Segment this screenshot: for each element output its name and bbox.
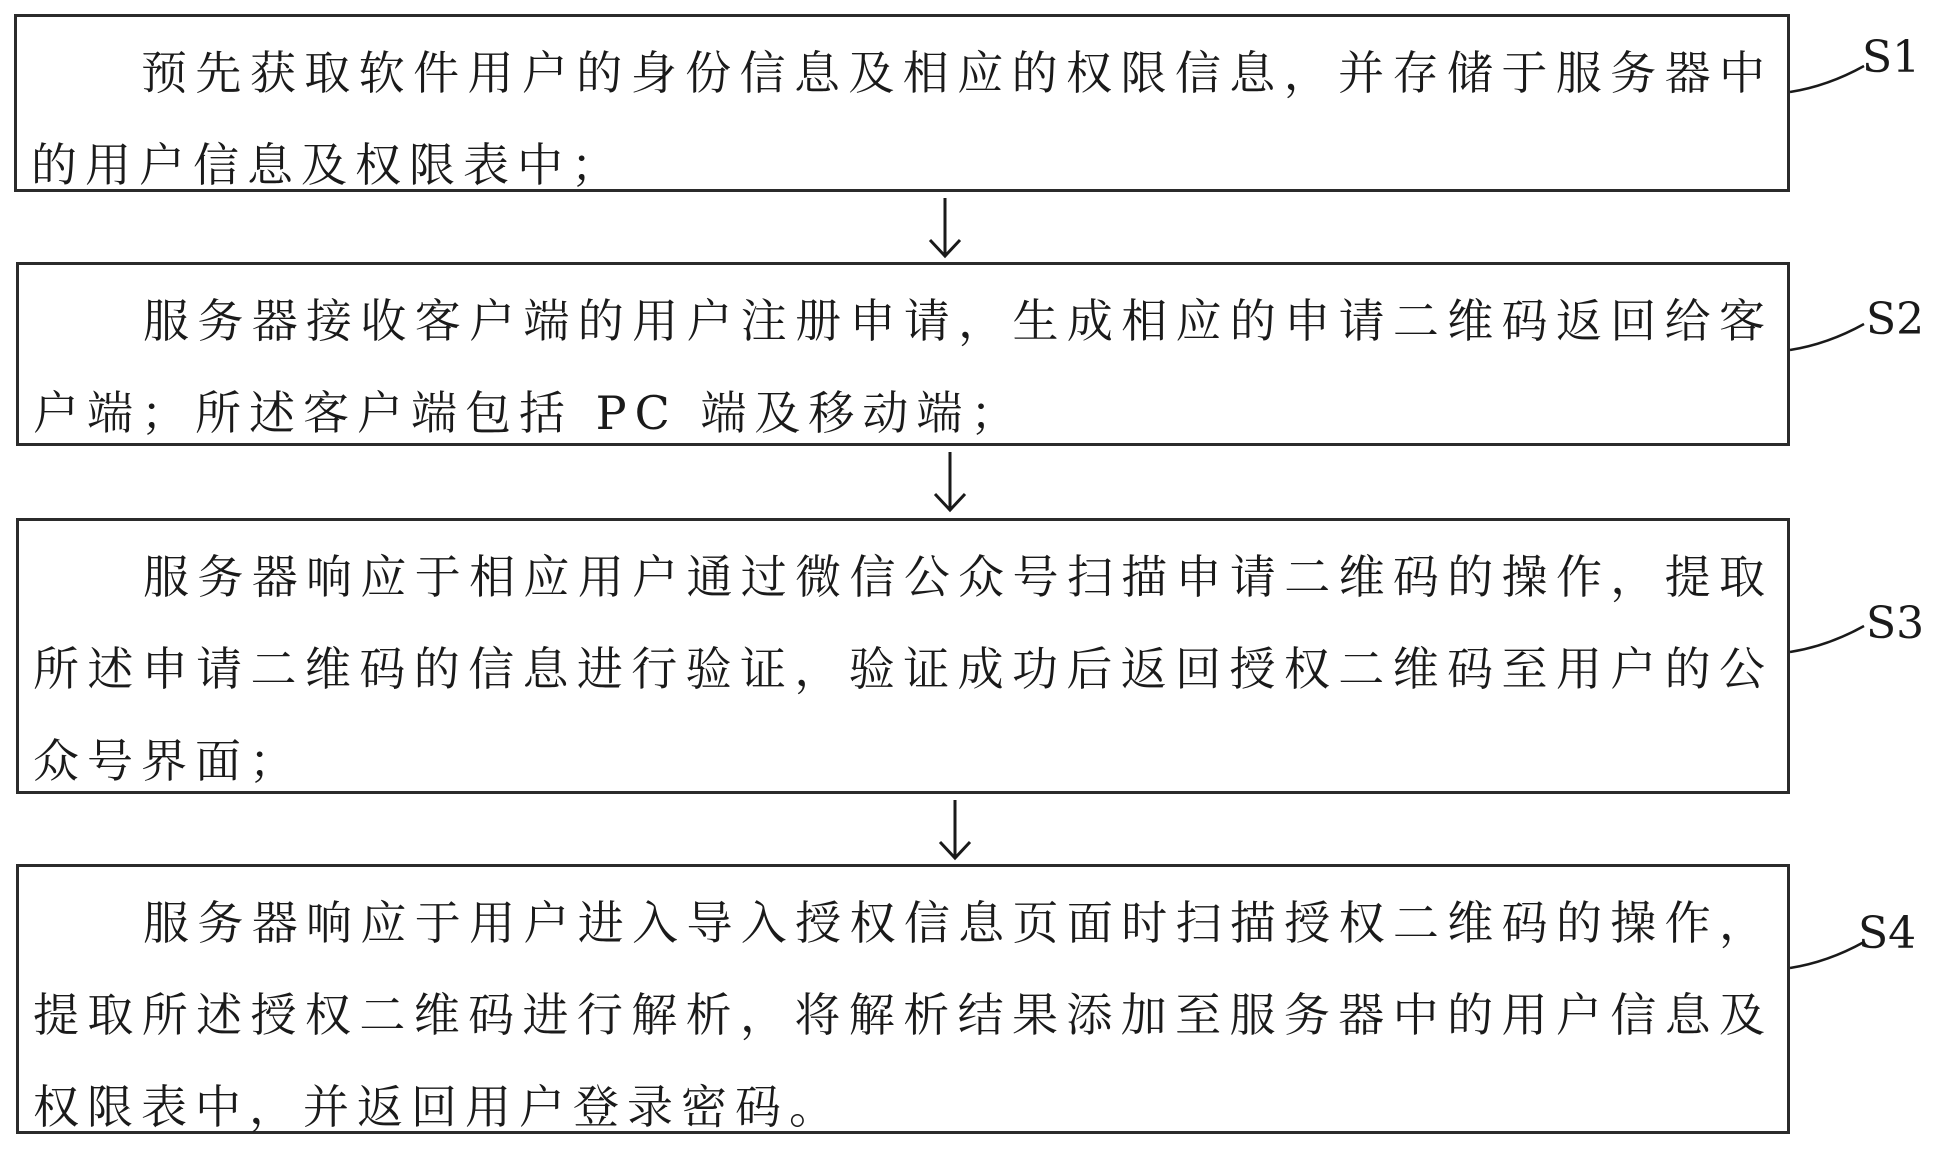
arrow-down-icon bbox=[925, 450, 975, 514]
step-label-s4: S4 bbox=[1858, 908, 1917, 959]
step-label-s3: S3 bbox=[1866, 598, 1925, 649]
step-label-s2: S2 bbox=[1866, 294, 1925, 345]
step-box-s4 bbox=[16, 864, 1790, 1134]
arrow-s2-to-s3 bbox=[925, 450, 975, 514]
arrow-down-icon bbox=[920, 196, 970, 260]
step-box-s3 bbox=[16, 518, 1790, 794]
arrow-s1-to-s2 bbox=[920, 196, 970, 260]
leader-line-s3 bbox=[1788, 620, 1868, 660]
step-text-s1: 预先获取软件用户的身份信息及相应的权限信息，并存储于服务器中的用户信息及权限表中； bbox=[31, 46, 1773, 192]
leader-line-s4 bbox=[1788, 936, 1868, 976]
arrow-s3-to-s4 bbox=[930, 798, 980, 862]
step-text-s4: 服务器响应于用户进入导入授权信息页面时扫描授权二维码的操作，提取所述授权二维码进行解析，将解析结果添加至服务器中的用户信息及权限表中，并返回用户登录密码。 bbox=[33, 896, 1773, 1134]
step-box-s2 bbox=[16, 262, 1790, 446]
step-text-s2: 服务器接收客户端的用户注册申请，生成相应的申请二维码返回给客户端；所述客户端包括 PC 端及移动端； bbox=[33, 294, 1773, 440]
arrow-down-icon bbox=[930, 798, 980, 862]
step-text-s3: 服务器响应于相应用户通过微信公众号扫描申请二维码的操作，提取所述申请二维码的信息进行验证，验证成功后返回授权二维码至用户的公众号界面； bbox=[33, 550, 1773, 788]
step-box-s1 bbox=[14, 14, 1790, 192]
step-label-s1: S1 bbox=[1862, 32, 1921, 83]
leader-line-s1 bbox=[1788, 60, 1868, 100]
leader-line-s2 bbox=[1788, 318, 1868, 358]
